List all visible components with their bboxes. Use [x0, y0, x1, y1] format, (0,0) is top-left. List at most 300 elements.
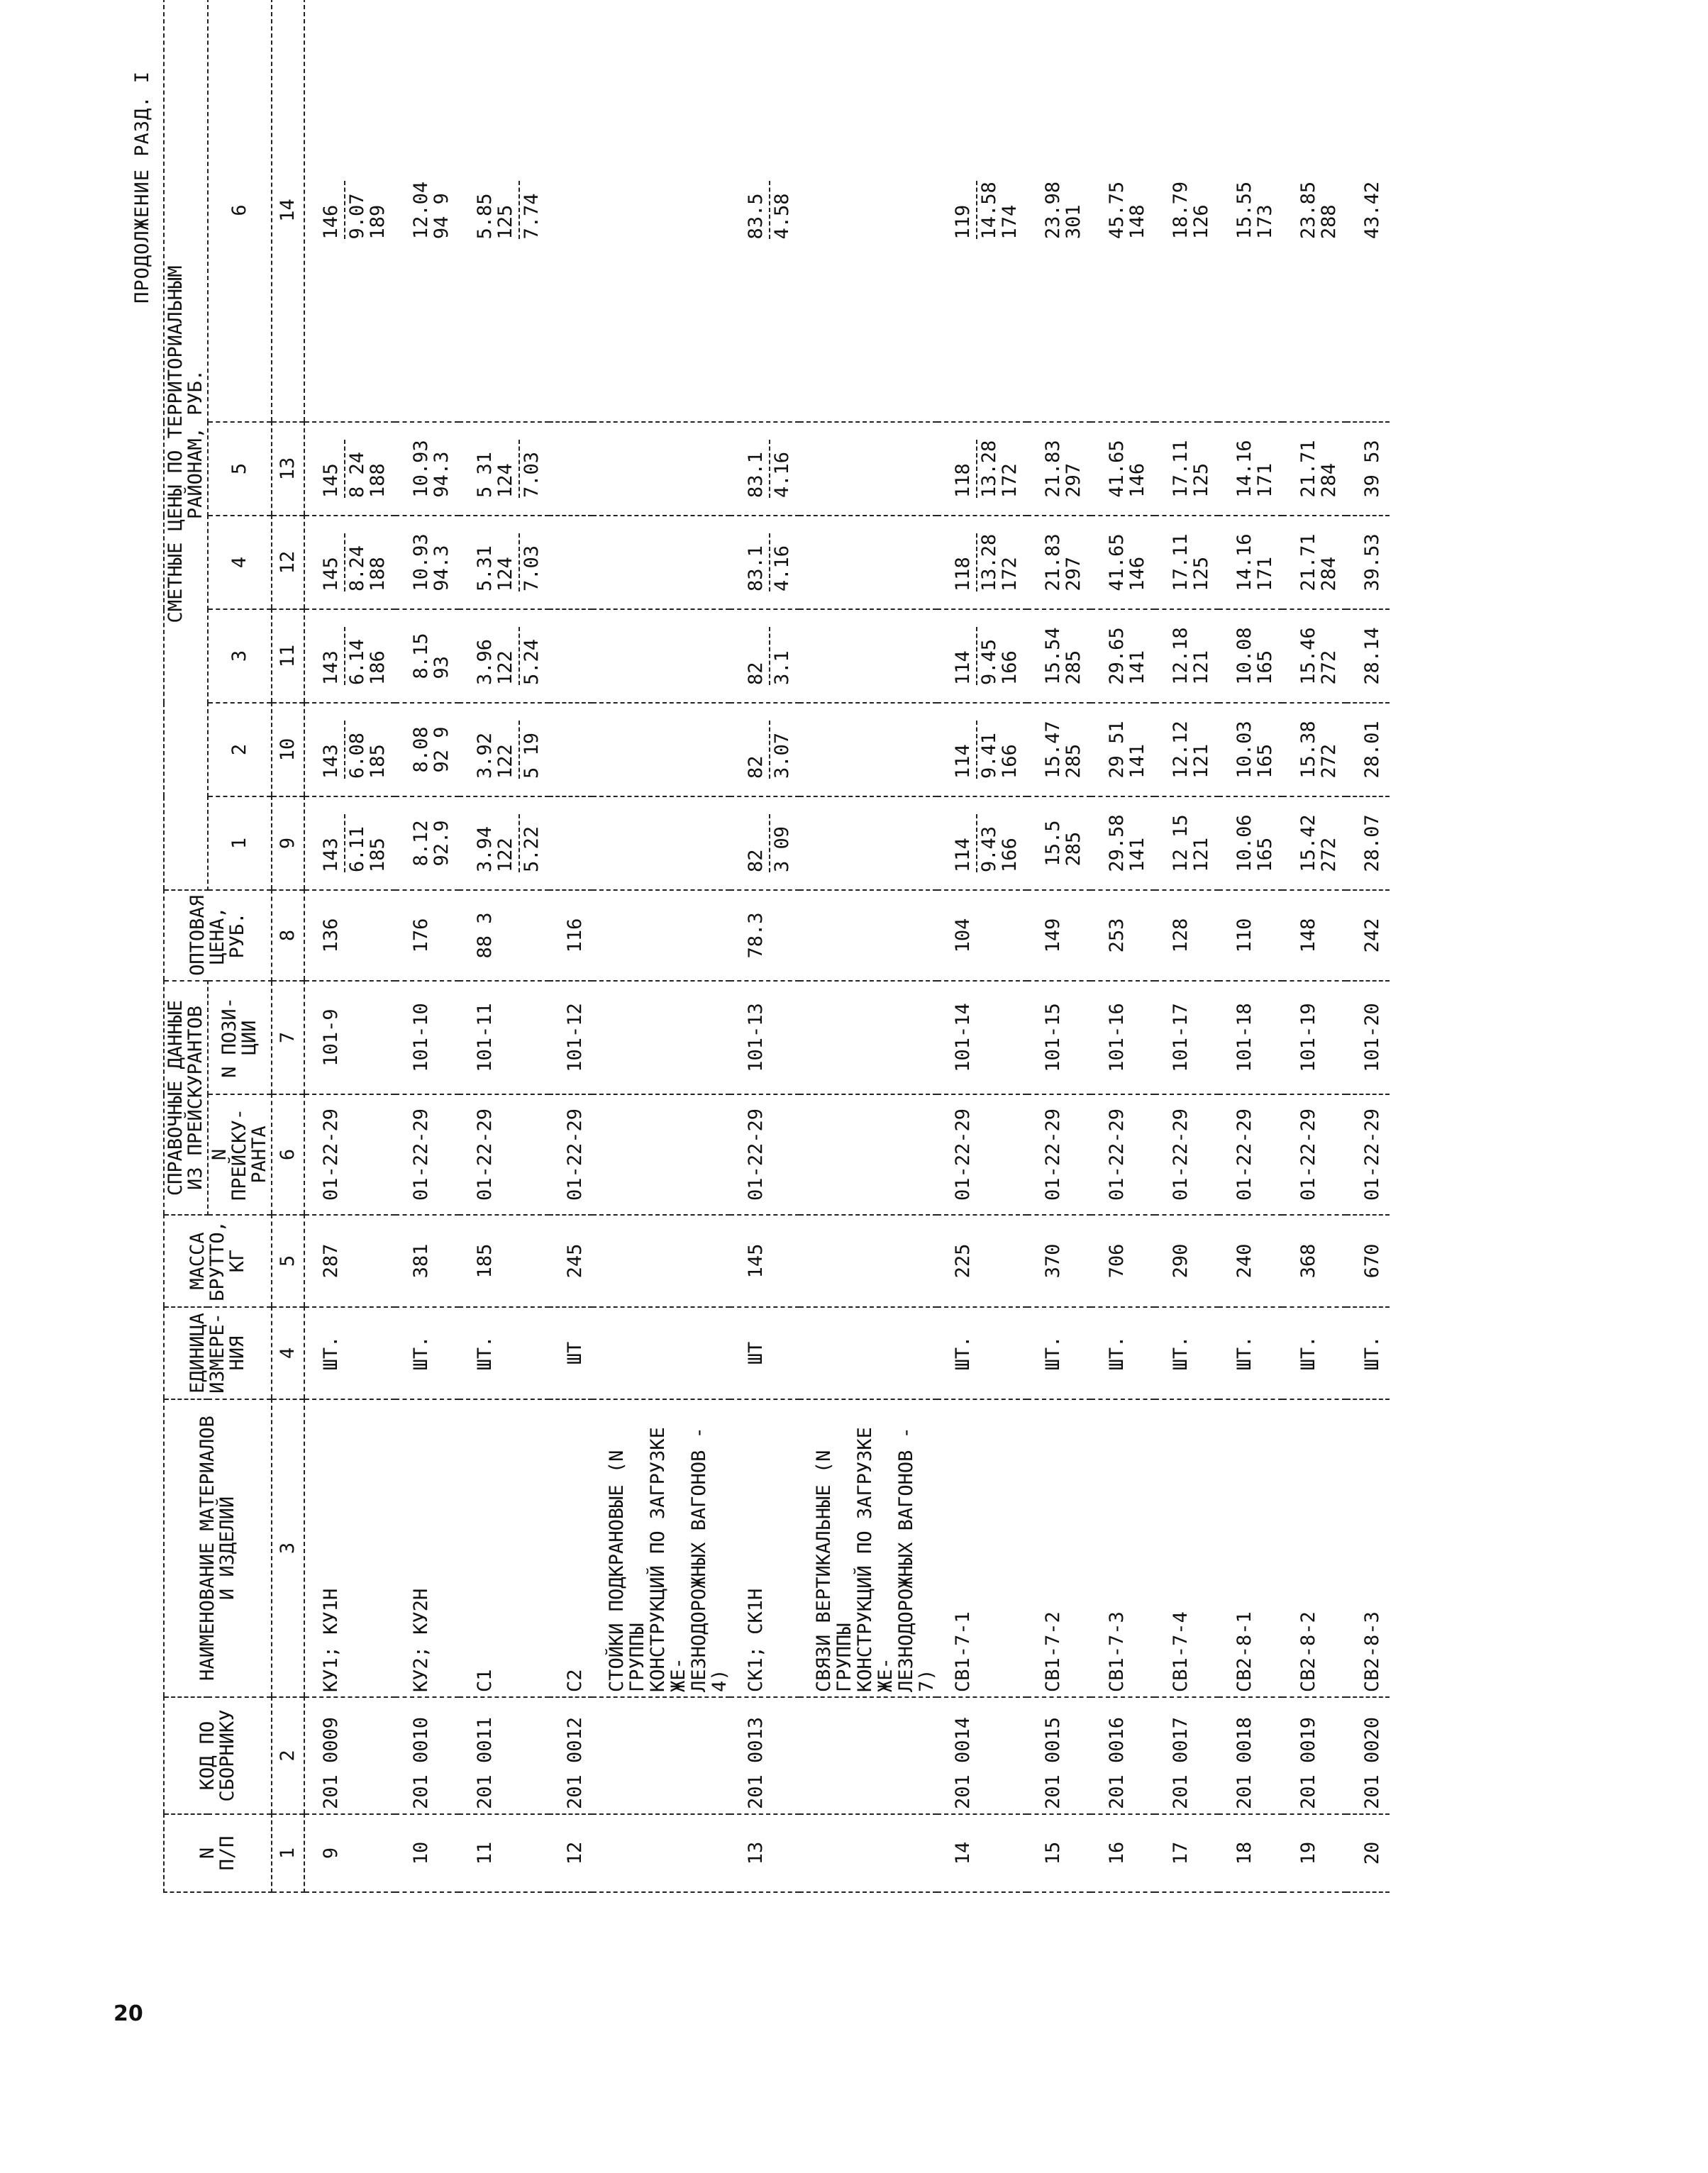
price-list-cell: 01-22-29	[459, 1094, 549, 1215]
price-value: 146	[320, 204, 342, 240]
price-stack	[745, 440, 792, 498]
price-value: 29.58 141	[1106, 814, 1148, 872]
region-price-4	[1027, 516, 1091, 609]
price-value: 10.03 165	[1233, 721, 1276, 779]
unit-cell: ШТ	[549, 1307, 592, 1399]
table-row	[1027, 0, 1091, 1892]
price-stack	[411, 440, 452, 497]
price-value: 145	[320, 557, 342, 591]
price-value: 13.28 172	[978, 533, 1021, 591]
section-cell	[592, 0, 730, 422]
price-stack	[745, 627, 792, 685]
col-header-price-list: N ПРЕЙСКУ- РАНТА	[208, 1094, 272, 1215]
price-value: 14.58 174	[978, 182, 1021, 240]
region-price-5	[730, 422, 799, 516]
price-value: 6.14 186	[346, 638, 389, 685]
price-value: 119	[952, 204, 974, 240]
price-stack	[953, 440, 1020, 498]
price-separator	[344, 814, 345, 872]
price-value: 114	[952, 838, 974, 872]
price-stack	[1234, 814, 1275, 872]
region-price-6	[395, 0, 459, 422]
price-value: 3.96 122	[474, 638, 516, 685]
price-separator	[518, 721, 520, 779]
price-value: 83.1	[745, 545, 767, 591]
item-name: СВ1-7-1	[937, 1399, 1027, 1697]
region-price-1	[304, 796, 395, 890]
price-stack	[1362, 533, 1382, 591]
row-number: 20	[1346, 1814, 1390, 1892]
region-price-1	[459, 796, 549, 890]
item-name: КУ1; КУ1Н	[304, 1399, 395, 1697]
item-code: 201 0012	[549, 1697, 592, 1814]
mass-cell: 245	[549, 1215, 592, 1307]
price-value: 9.43 166	[978, 826, 1021, 872]
price-stack	[745, 533, 792, 591]
price-separator	[976, 627, 977, 685]
col-header-region-2: 2	[208, 703, 272, 796]
price-separator	[518, 627, 520, 685]
position-cell: 101-15	[1027, 981, 1091, 1094]
region-price-2	[1155, 703, 1219, 796]
price-list-cell: 01-22-29	[304, 1094, 395, 1215]
column-number: 5	[272, 1215, 304, 1307]
price-value: 9.45 166	[978, 638, 1021, 685]
price-value: 12.18 121	[1170, 627, 1212, 685]
section-cell	[799, 1215, 937, 1307]
region-price-6	[1346, 0, 1390, 422]
row-number: 16	[1091, 1814, 1155, 1892]
price-stack	[1234, 627, 1275, 684]
position-cell: 101-20	[1346, 981, 1390, 1094]
position-cell: 101-14	[937, 981, 1027, 1094]
price-list-cell: 01-22-29	[1027, 1094, 1091, 1215]
price-stack	[1362, 627, 1382, 684]
col-header-regional-group: СМЕТНЫЕ ЦЕНЫ ПО ТЕРРИТОРИАЛЬНЫМ РАЙОНАМ, РУБ.	[164, 0, 208, 890]
price-list-cell: 01-22-29	[730, 1094, 799, 1215]
region-price-2	[1346, 703, 1390, 796]
wholesale-cell: 78.3	[730, 890, 799, 981]
price-value: 83.1	[745, 451, 767, 498]
item-name: С2	[549, 1399, 592, 1697]
column-number: 11	[272, 609, 304, 703]
price-value: 114	[952, 744, 974, 779]
item-code: 201 0018	[1219, 1697, 1282, 1814]
region-price-1	[549, 796, 592, 890]
wholesale-cell: 110	[1219, 890, 1282, 981]
region-price-2	[1091, 703, 1155, 796]
item-name: СВ2-8-3	[1346, 1399, 1390, 1697]
wholesale-cell: 253	[1091, 890, 1155, 981]
price-value: 29.65 141	[1106, 627, 1148, 685]
price-value: 15.42 272	[1297, 814, 1340, 872]
price-value: 15.5 285	[1042, 820, 1085, 867]
price-stack	[953, 814, 1020, 872]
position-cell: 101-16	[1091, 981, 1155, 1094]
price-stack	[1234, 721, 1275, 778]
unit-cell: ШТ.	[1155, 1307, 1219, 1399]
price-separator	[769, 181, 770, 239]
region-price-1	[1027, 796, 1091, 890]
price-stack	[1298, 440, 1339, 497]
price-list-cell: 01-22-29	[549, 1094, 592, 1215]
price-value: 17.11 125	[1170, 440, 1212, 498]
region-price-2	[1219, 703, 1282, 796]
price-value: 8.12 92.9	[410, 820, 453, 867]
price-separator	[769, 721, 770, 779]
price-value: 10.06 165	[1233, 814, 1276, 872]
table-row	[1346, 0, 1390, 1892]
region-price-3	[1155, 609, 1219, 703]
price-separator	[976, 440, 977, 498]
price-value: 28.07	[1361, 814, 1383, 872]
price-stack	[1107, 627, 1148, 684]
price-value: 5 31 124	[474, 451, 516, 498]
price-value: 8.08 92 9	[410, 726, 453, 773]
price-stack	[1043, 721, 1084, 778]
section-cell	[799, 1697, 937, 1814]
region-price-4	[937, 516, 1027, 609]
col-header-region-1: 1	[208, 796, 272, 890]
price-table-wrap	[163, 70, 1575, 1893]
price-value: 3.94 122	[474, 826, 516, 872]
item-name: СВ1-7-3	[1091, 1399, 1155, 1697]
item-code: 201 0009	[304, 1697, 395, 1814]
price-value: 5.22	[521, 826, 543, 872]
price-stack	[1298, 182, 1339, 239]
price-value: 43.42	[1361, 181, 1383, 240]
price-value: 3.92 122	[474, 732, 516, 779]
col-header-region-3: 3	[208, 609, 272, 703]
price-stack	[321, 627, 388, 685]
price-stack	[1170, 721, 1211, 778]
unit-cell: ШТ.	[395, 1307, 459, 1399]
column-number: 9	[272, 796, 304, 890]
price-stack	[1107, 721, 1148, 778]
col-header-wholesale: ОПТОВАЯ ЦЕНА, РУБ.	[164, 890, 272, 981]
price-separator	[344, 533, 345, 591]
region-price-5	[395, 422, 459, 516]
column-number: 3	[272, 1399, 304, 1697]
region-price-1	[1219, 796, 1282, 890]
price-stack	[1107, 814, 1148, 872]
price-stack	[745, 814, 792, 872]
col-header-mass: МАССА БРУТТО, КГ	[164, 1215, 272, 1307]
price-stack	[953, 721, 1020, 779]
price-value: 118	[952, 463, 974, 498]
price-value: 15.47 285	[1042, 721, 1085, 779]
row-number: 9	[304, 1814, 395, 1892]
col-header-code: КОД ПО СБОРНИКУ	[164, 1697, 272, 1814]
table-row	[549, 0, 592, 1892]
price-value: 6.08 185	[346, 732, 389, 779]
price-separator	[769, 440, 770, 498]
mass-cell: 225	[937, 1215, 1027, 1307]
price-separator	[769, 814, 770, 872]
price-separator	[769, 533, 770, 591]
price-value: 45.75 148	[1106, 181, 1148, 240]
price-stack	[1362, 721, 1382, 778]
price-separator	[518, 533, 520, 591]
price-stack	[1043, 627, 1084, 684]
price-list-cell: 01-22-29	[1219, 1094, 1282, 1215]
price-value: 23.98 301	[1042, 181, 1085, 240]
wholesale-cell: 88 3	[459, 890, 549, 981]
price-value: 29 51 141	[1106, 721, 1148, 779]
region-price-3	[1091, 609, 1155, 703]
section-cell	[799, 0, 937, 422]
price-value: 10.93 94.3	[410, 533, 453, 591]
price-stack	[411, 633, 452, 679]
row-number: 19	[1282, 1814, 1346, 1892]
column-number: 4	[272, 1307, 304, 1399]
price-stack	[411, 533, 452, 591]
wholesale-cell: 104	[937, 890, 1027, 981]
price-value: 8.24 188	[346, 545, 389, 591]
section-cell	[799, 1094, 937, 1215]
price-value: 17.11 125	[1170, 533, 1212, 591]
position-cell: 101-11	[459, 981, 549, 1094]
price-value: 5.85 125	[474, 193, 516, 240]
region-price-6	[1027, 0, 1091, 422]
wholesale-cell: 136	[304, 890, 395, 981]
price-value: 143	[320, 838, 342, 872]
position-cell: 101-12	[549, 981, 592, 1094]
price-stack	[1298, 533, 1339, 591]
price-value: 12 15 121	[1170, 814, 1212, 872]
price-value: 28.14	[1361, 627, 1383, 685]
region-price-4	[730, 516, 799, 609]
table-row	[1155, 0, 1219, 1892]
price-value: 4.16	[771, 451, 793, 498]
price-list-cell: 01-22-29	[1346, 1094, 1390, 1215]
section-title: СВЯЗИ ВЕРТИКАЛЬНЫЕ (N ГРУППЫ КОНСТРУКЦИЙ ПО ЗАГРУЗКЕ ЖЕ- ЛЕЗНОДОРОЖНЫХ ВАГОНОВ - 7)	[799, 1399, 937, 1697]
price-value: 114	[952, 650, 974, 685]
section-cell	[592, 890, 730, 981]
page-number: 20	[113, 2001, 143, 2026]
column-number: 13	[272, 422, 304, 516]
price-value: 15.55 173	[1233, 181, 1276, 240]
mass-cell: 185	[459, 1215, 549, 1307]
region-price-5	[304, 422, 395, 516]
price-stack	[411, 726, 452, 772]
unit-cell: ШТ.	[1282, 1307, 1346, 1399]
price-stack	[1298, 627, 1339, 684]
unit-cell: ШТ.	[1027, 1307, 1091, 1399]
price-stack	[1107, 440, 1148, 497]
table-body	[304, 0, 1390, 1892]
price-stack	[1298, 814, 1339, 872]
wholesale-cell: 116	[549, 890, 592, 981]
region-price-2	[1282, 703, 1346, 796]
price-value: 15.54 285	[1042, 627, 1085, 685]
price-value: 118	[952, 557, 974, 591]
region-price-6	[459, 0, 549, 422]
column-number-row	[272, 0, 304, 1892]
region-price-2	[937, 703, 1027, 796]
price-stack	[953, 181, 1020, 239]
price-stack	[475, 181, 542, 239]
region-price-3	[937, 609, 1027, 703]
region-price-5	[1282, 422, 1346, 516]
region-price-6	[549, 0, 592, 422]
section-cell	[592, 516, 730, 609]
item-name: СВ2-8-1	[1219, 1399, 1282, 1697]
price-stack	[1362, 814, 1382, 872]
price-value: 15.46 272	[1297, 627, 1340, 685]
column-number: 14	[272, 0, 304, 422]
region-price-3	[304, 609, 395, 703]
region-price-2	[730, 703, 799, 796]
column-number: 10	[272, 703, 304, 796]
region-price-1	[1091, 796, 1155, 890]
price-stack	[1362, 182, 1382, 239]
item-name: СК1; СК1Н	[730, 1399, 799, 1697]
region-price-3	[730, 609, 799, 703]
price-value: 23.85 288	[1297, 181, 1340, 240]
region-price-2	[549, 703, 592, 796]
row-number: 13	[730, 1814, 799, 1892]
region-price-1	[1346, 796, 1390, 890]
table-row	[730, 0, 799, 1892]
price-stack	[745, 721, 792, 779]
region-price-5	[1027, 422, 1091, 516]
unit-cell: ШТ.	[937, 1307, 1027, 1399]
section-cell	[592, 981, 730, 1094]
price-separator	[976, 181, 977, 239]
region-price-6	[1155, 0, 1219, 422]
region-price-4	[395, 516, 459, 609]
price-separator	[518, 181, 520, 239]
price-list-cell: 01-22-29	[1282, 1094, 1346, 1215]
wholesale-cell: 176	[395, 890, 459, 981]
section-cell	[592, 609, 730, 703]
item-code: 201 0017	[1155, 1697, 1219, 1814]
col-header-region-4: 4	[208, 516, 272, 609]
table-row	[937, 0, 1027, 1892]
row-number: 18	[1219, 1814, 1282, 1892]
price-value: 10.08 165	[1233, 627, 1276, 685]
price-stack	[1170, 182, 1211, 239]
price-value: 82	[745, 849, 767, 872]
mass-cell: 381	[395, 1215, 459, 1307]
col-header-reference-group: СПРАВОЧНЫЕ ДАННЫЕ ИЗ ПРЕЙСКУРАНТОВ	[164, 981, 208, 1215]
price-value: 14.16 171	[1233, 533, 1276, 591]
section-cell	[592, 1697, 730, 1814]
price-stack	[1170, 814, 1211, 872]
item-name: СВ2-8-2	[1282, 1399, 1346, 1697]
price-value: 12.12 121	[1170, 721, 1212, 779]
price-value: 21.83 297	[1042, 440, 1085, 498]
price-stack	[475, 627, 542, 685]
section-cell	[799, 609, 937, 703]
section-cell	[799, 796, 937, 890]
item-name: С1	[459, 1399, 549, 1697]
price-value: 8 24 188	[346, 451, 389, 498]
position-cell: 101-19	[1282, 981, 1346, 1094]
item-code: 201 0010	[395, 1697, 459, 1814]
table-row	[459, 0, 549, 1892]
price-stack	[1362, 440, 1382, 497]
position-cell: 101-9	[304, 981, 395, 1094]
table-row	[395, 0, 459, 1892]
price-stack	[745, 181, 792, 239]
price-value: 3.07	[771, 732, 793, 779]
region-price-2	[459, 703, 549, 796]
region-price-2	[1027, 703, 1091, 796]
region-price-3	[1219, 609, 1282, 703]
price-value: 8.15 93	[410, 633, 453, 679]
section-cell	[592, 1215, 730, 1307]
price-separator	[518, 814, 520, 872]
price-stack	[953, 533, 1020, 591]
position-cell: 101-10	[395, 981, 459, 1094]
price-separator	[976, 533, 977, 591]
row-number: 11	[459, 1814, 549, 1892]
col-header-region-5: 5	[208, 422, 272, 516]
price-value: 28.01	[1361, 721, 1383, 779]
price-separator	[976, 721, 977, 779]
region-price-6	[304, 0, 395, 422]
region-price-5	[549, 422, 592, 516]
unit-cell: ШТ	[730, 1307, 799, 1399]
mass-cell: 145	[730, 1215, 799, 1307]
price-value: 41.65 146	[1106, 533, 1148, 591]
region-price-5	[937, 422, 1027, 516]
column-number: 2	[272, 1697, 304, 1814]
item-code: 201 0016	[1091, 1697, 1155, 1814]
price-stack	[1043, 533, 1084, 591]
region-price-6	[1219, 0, 1282, 422]
column-number: 12	[272, 516, 304, 609]
price-list-cell: 01-22-29	[395, 1094, 459, 1215]
table-row	[1091, 0, 1155, 1892]
item-code: 201 0014	[937, 1697, 1027, 1814]
price-stack	[1043, 440, 1084, 497]
section-cell	[799, 1307, 937, 1399]
row-number: 10	[395, 1814, 459, 1892]
price-separator	[344, 440, 345, 498]
col-header-np: N П/П	[164, 1814, 272, 1892]
price-table	[163, 0, 1390, 1893]
price-stack	[321, 181, 388, 239]
item-code: 201 0015	[1027, 1697, 1091, 1814]
price-value: 82	[745, 755, 767, 779]
price-value: 39 53	[1361, 440, 1383, 498]
price-value: 21.71 284	[1297, 533, 1340, 591]
price-value: 10.93 94.3	[410, 440, 453, 498]
row-number: 17	[1155, 1814, 1219, 1892]
col-header-position: N ПОЗИ- ЦИИ	[208, 981, 272, 1094]
mass-cell: 368	[1282, 1215, 1346, 1307]
col-header-name: НАИМЕНОВАНИЕ МАТЕРИАЛОВ И ИЗДЕЛИЙ	[164, 1399, 272, 1697]
price-separator	[344, 181, 345, 239]
price-separator	[976, 814, 977, 872]
section-title: СТОЙКИ ПОДКРАНОВЫЕ (N ГРУППЫ КОНСТРУКЦИЙ ПО ЗАГРУЗКЕ ЖЕ- ЛЕЗНОДОРОЖНЫХ ВАГОНОВ - 4)	[592, 1399, 730, 1697]
section-row	[592, 0, 730, 1892]
price-stack	[321, 533, 388, 591]
region-price-1	[937, 796, 1027, 890]
price-value: 143	[320, 650, 342, 685]
mass-cell: 240	[1219, 1215, 1282, 1307]
price-separator	[344, 721, 345, 779]
price-value: 5.31 124	[474, 545, 516, 591]
price-list-cell: 01-22-29	[937, 1094, 1027, 1215]
wholesale-cell: 148	[1282, 890, 1346, 981]
section-cell	[592, 1307, 730, 1399]
price-stack	[1170, 627, 1211, 684]
section-cell	[799, 422, 937, 516]
